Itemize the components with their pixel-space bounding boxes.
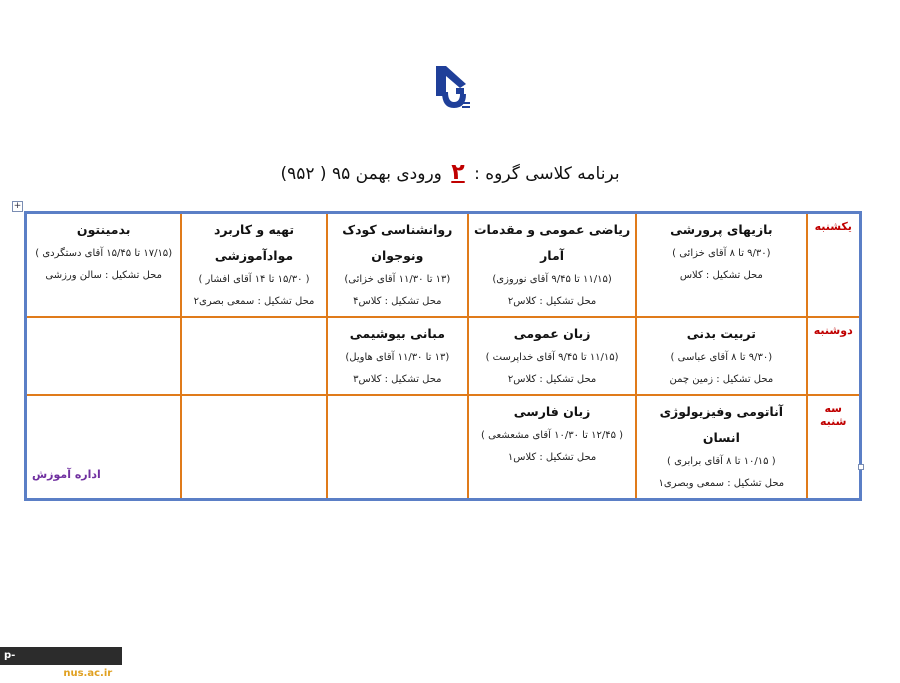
place: محل تشکیل : سمعی وبصری۱: [658, 478, 785, 489]
subject: زبان فارسی: [513, 404, 591, 419]
day-cell: یکشنبه: [807, 213, 861, 318]
class-cell: [181, 317, 326, 395]
class-cell: [636, 395, 806, 500]
time: ( ۱۰/۱۵ تا ۸ آقای برابری ): [667, 456, 776, 467]
place: محل تشکیل : کلاس۱: [507, 452, 597, 463]
day-cell: سه شنبه: [807, 395, 861, 500]
watermark-prefix: p-safadasht.: [4, 650, 64, 679]
class-cell: [327, 213, 468, 318]
subject: تهیه و کاربرد موادآموزشی: [213, 222, 295, 263]
subject: ریاضی عمومی و مقدمات آمار: [473, 222, 631, 263]
table-row: [26, 317, 861, 395]
class-cell: [26, 317, 182, 395]
table-row: [26, 213, 861, 318]
schedule-table: [24, 211, 862, 501]
watermark-domain: nus.ac.ir: [63, 668, 113, 679]
time: (۱۱/۱۵ تا ۹/۴۵ آقای خداپرست ): [485, 352, 619, 363]
place: محل تشکیل : کلاس۲: [507, 296, 597, 307]
subject: مبانی بیوشیمی: [349, 326, 445, 341]
class-cell: [468, 395, 636, 500]
table-move-handle-icon[interactable]: +: [13, 201, 22, 211]
table-resize-handle[interactable]: [858, 464, 864, 470]
place: محل تشکیل : کلاس۴: [353, 296, 442, 307]
time: (۱۷/۱۵ تا ۱۵/۴۵ آقای دستگردی ): [35, 248, 173, 259]
place: محل تشکیل : کلاس۳: [353, 374, 442, 385]
class-cell: [468, 213, 636, 318]
site-watermark: [0, 647, 122, 679]
time: (۱۳ تا ۱۱/۳۰ آقای هاویل): [345, 352, 450, 363]
place: محل تشکیل : زمین چمن: [669, 374, 774, 385]
subject: بدمینتون: [76, 222, 131, 237]
subject: روانشناسی کودک ونوجوان: [342, 222, 453, 263]
class-cell: [181, 395, 326, 500]
time: ( ۱۲/۴۵ تا ۱۰/۳۰ آقای مشعشعی ): [481, 430, 624, 441]
time: (۹/۳۰ تا ۸ آقای عباسی ): [670, 352, 773, 363]
footer-note: اداره آموزش: [32, 468, 101, 481]
place: محل تشکیل : سالن ورزشی: [45, 270, 162, 281]
day-cell: دوشنبه: [807, 317, 861, 395]
place: محل تشکیل : کلاس۲: [507, 374, 597, 385]
subject: زبان عمومی: [513, 326, 591, 341]
title-suffix: ورودی بهمن ۹۵ ( ۹۵۲): [280, 164, 442, 184]
subject: تربیت بدنی: [686, 326, 756, 341]
class-cell: [468, 317, 636, 395]
place: محل تشکیل : کلاس: [679, 270, 763, 281]
class-cell: [327, 395, 468, 500]
class-cell: [636, 213, 806, 318]
university-logo-icon: [432, 62, 472, 114]
subject: بازیهای پرورشی: [670, 222, 773, 237]
class-cell: [636, 317, 806, 395]
page-title: [0, 160, 900, 185]
time: (۱۱/۱۵ تا ۹/۴۵ آقای نوروزی): [492, 274, 612, 285]
time: (۱۳ تا ۱۱/۳۰ آقای خزائی): [344, 274, 451, 285]
title-prefix: برنامه کلاسی گروه :: [474, 164, 620, 184]
class-cell: [26, 213, 182, 318]
time: (۹/۳۰ تا ۸ آقای خزائی ): [672, 248, 771, 259]
subject: آناتومی وفیزیولوژی انسان: [659, 404, 784, 445]
class-cell: [327, 317, 468, 395]
group-number: ۲: [451, 160, 465, 185]
class-cell: [26, 395, 182, 500]
table-row: [26, 395, 861, 500]
class-cell: [181, 213, 326, 318]
place: محل تشکیل : سمعی بصری۲: [193, 296, 315, 307]
time: ( ۱۵/۳۰ تا ۱۴ آقای افشار ): [198, 274, 310, 285]
